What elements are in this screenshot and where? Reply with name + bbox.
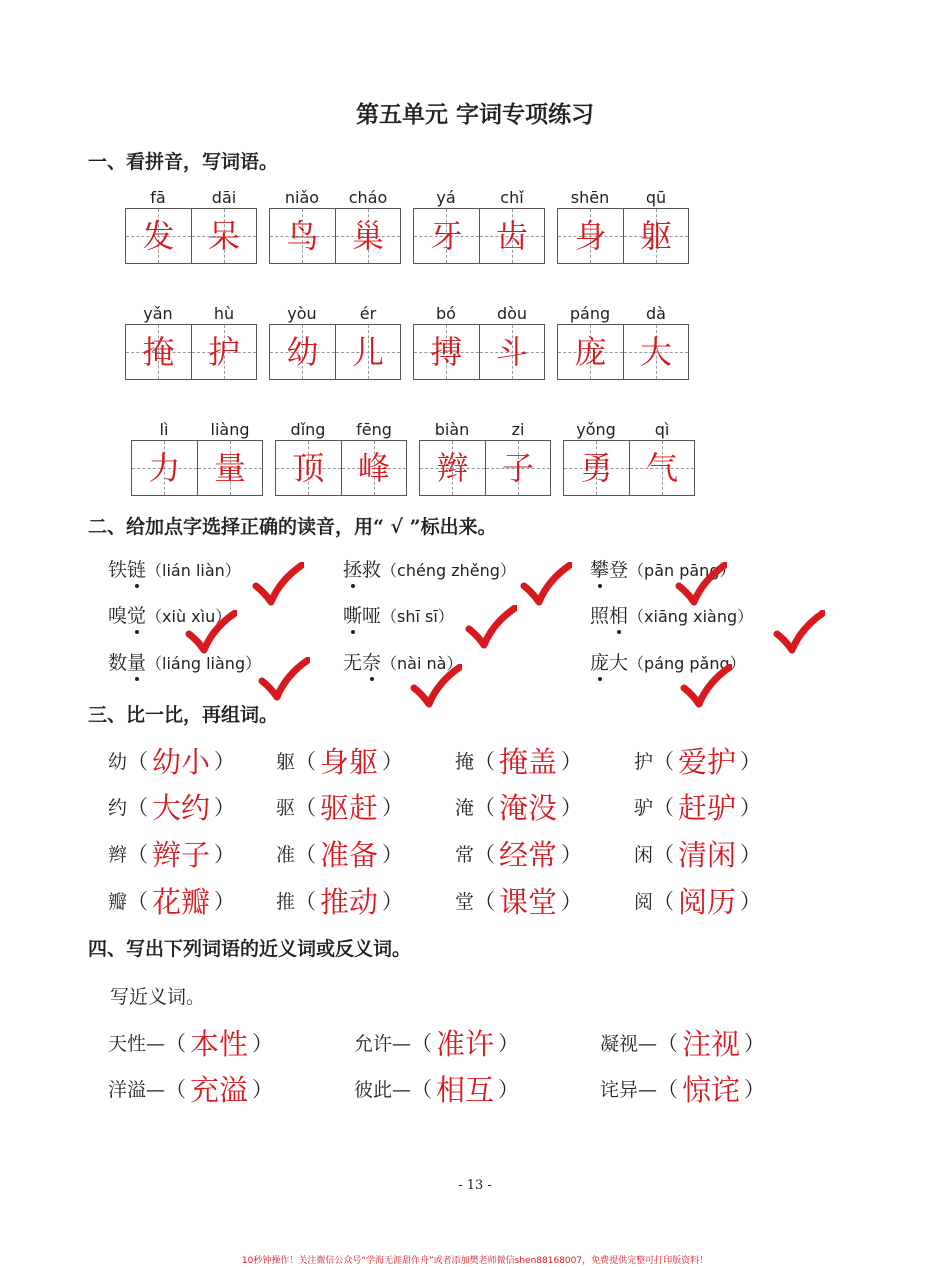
- base-char: 掩: [455, 751, 475, 773]
- answer-word: 课堂: [499, 885, 558, 919]
- pinyin-options: （xiù xìu）: [146, 607, 232, 626]
- word-char: 哑: [362, 605, 382, 627]
- tianzige-cell: [420, 441, 485, 495]
- tianzige-box: [413, 208, 545, 264]
- paren-close: ）: [740, 842, 762, 867]
- word-group-item: [276, 880, 403, 921]
- tianzige-box: [557, 208, 689, 264]
- word-char: 嘶: [343, 605, 362, 627]
- word-group-item: [108, 880, 235, 921]
- word-char: 嗅: [108, 605, 128, 627]
- emphasis-dot: [135, 584, 139, 588]
- paren-close: ）: [740, 889, 762, 914]
- base-char: 驱: [276, 797, 296, 819]
- tianzige-box: [125, 208, 257, 264]
- tianzige-cell: [335, 209, 401, 263]
- paren-close: ）: [214, 749, 236, 774]
- answer-char: 牙: [430, 217, 463, 255]
- answer-char: 齿: [495, 217, 528, 255]
- paren-open: （: [474, 795, 496, 820]
- paren-open: （: [295, 749, 317, 774]
- word-group-item: [634, 880, 761, 921]
- paren-close: ）: [498, 1031, 520, 1056]
- paren-close: ）: [382, 749, 404, 774]
- tianzige-box: [125, 324, 257, 380]
- answer-word: 准许: [436, 1027, 495, 1061]
- tianzige-cell: [479, 325, 545, 379]
- source-word: 允许—: [354, 1033, 412, 1055]
- pinyin-label: páng: [569, 304, 611, 323]
- word-char: 拯: [343, 559, 362, 581]
- word-char: 量: [127, 652, 146, 674]
- synonym-item: [354, 1068, 519, 1109]
- tianzige-cell: [191, 209, 257, 263]
- answer-char: 搏: [430, 333, 463, 371]
- section2-heading: 二、给加点字选择正确的读音，用“ √ ”标出来。: [88, 516, 497, 538]
- paren-open: （: [657, 1031, 679, 1056]
- answer-word: 爱护: [678, 745, 737, 779]
- word-char: 数: [108, 652, 128, 674]
- paren-close: ）: [561, 749, 583, 774]
- answer-word: 驱赶: [320, 791, 379, 825]
- answer-char: 力: [148, 449, 181, 487]
- word-group-item: [634, 786, 761, 827]
- tianzige-cell: [126, 209, 191, 263]
- emphasis-dot: [135, 630, 139, 634]
- answer-word: 注视: [682, 1027, 741, 1061]
- answer-char: 庞: [574, 333, 607, 371]
- pinyin-label: yǒng: [576, 420, 616, 439]
- tianzige-cell: [414, 209, 479, 263]
- answer-word: 相互: [436, 1073, 495, 1107]
- pinyin-label: yǎn: [143, 304, 173, 323]
- pinyin-label: liàng: [210, 420, 250, 439]
- answer-char: 勇: [580, 449, 613, 487]
- base-char: 辫: [108, 844, 128, 866]
- answer-word: 掩盖: [499, 745, 558, 779]
- tianzige-cell: [335, 325, 401, 379]
- paren-open: （: [653, 749, 675, 774]
- tianzige-cell: [197, 441, 263, 495]
- pinyin-label: biàn: [434, 420, 470, 439]
- paren-open: （: [411, 1031, 433, 1056]
- emphasis-dot: [370, 677, 374, 681]
- tianzige-cell: [629, 441, 695, 495]
- tianzige-cell: [276, 441, 341, 495]
- paren-open: （: [127, 795, 149, 820]
- tianzige-cell: [414, 325, 479, 379]
- pinyin-label: cháo: [348, 188, 388, 207]
- paren-close: ）: [382, 795, 404, 820]
- tianzige-box: [269, 208, 401, 264]
- answer-char: 护: [207, 333, 240, 371]
- base-char: 闲: [634, 844, 654, 866]
- word-group-item: [276, 740, 403, 781]
- answer-word: 大约: [152, 791, 211, 825]
- source-word: 天性—: [108, 1033, 166, 1055]
- paren-open: （: [474, 842, 496, 867]
- word-group-item: [455, 833, 582, 874]
- tianzige-box: [269, 324, 401, 380]
- paren-close: ）: [252, 1077, 274, 1102]
- answer-char: 峰: [357, 449, 390, 487]
- synonym-subheading: 写近义词。: [110, 986, 206, 1008]
- paren-open: （: [165, 1077, 187, 1102]
- answer-char: 掩: [142, 333, 175, 371]
- paren-open: （: [127, 889, 149, 914]
- section4-heading: 四、写出下列词语的近义词或反义词。: [88, 938, 412, 960]
- emphasis-dot: [135, 677, 139, 681]
- pronunciation-item: [590, 601, 753, 628]
- word-char: 奈: [362, 652, 381, 674]
- synonym-item: [600, 1022, 765, 1063]
- tianzige-cell: [126, 325, 191, 379]
- checkmark-icon: [465, 605, 517, 649]
- pinyin-label: dǐng: [290, 420, 326, 439]
- source-word: 彼此—: [354, 1079, 412, 1101]
- answer-char: 鸟: [286, 217, 319, 255]
- paren-close: ）: [740, 795, 762, 820]
- paren-close: ）: [740, 749, 762, 774]
- answer-char: 量: [213, 449, 246, 487]
- paren-close: ）: [252, 1031, 274, 1056]
- paren-open: （: [474, 749, 496, 774]
- pinyin-label: lì: [159, 420, 169, 439]
- base-char: 护: [634, 751, 654, 773]
- answer-word: 本性: [190, 1027, 249, 1061]
- paren-close: ）: [382, 842, 404, 867]
- base-char: 推: [276, 891, 296, 913]
- checkmark-icon: [252, 562, 304, 606]
- paren-open: （: [653, 842, 675, 867]
- answer-word: 辫子: [152, 838, 211, 872]
- pinyin-label: bó: [436, 304, 456, 323]
- tianzige-box: [275, 440, 407, 496]
- paren-close: ）: [561, 842, 583, 867]
- word-group-item: [455, 786, 582, 827]
- answer-word: 清闲: [678, 838, 737, 872]
- answer-word: 惊诧: [682, 1073, 741, 1107]
- word-char: 救: [362, 559, 382, 581]
- word-group-item: [108, 833, 235, 874]
- answer-word: 幼小: [152, 745, 211, 779]
- tianzige-cell: [623, 325, 689, 379]
- word-char: 无: [343, 652, 363, 674]
- tianzige-cell: [564, 441, 629, 495]
- tianzige-cell: [558, 325, 623, 379]
- pinyin-options: （chéng zhěng）: [381, 561, 516, 580]
- page-title: 第五单元 字词专项练习: [355, 101, 594, 128]
- paren-close: ）: [214, 889, 236, 914]
- tianzige-box: [557, 324, 689, 380]
- pinyin-label: fā: [150, 188, 166, 207]
- source-word: 洋溢—: [108, 1079, 166, 1101]
- answer-word: 推动: [320, 885, 379, 919]
- tianzige-box: [131, 440, 263, 496]
- answer-char: 顶: [292, 449, 325, 487]
- base-char: 幼: [108, 751, 128, 773]
- word-char: 照: [590, 605, 610, 627]
- paren-open: （: [127, 842, 149, 867]
- pronunciation-item: [343, 555, 516, 582]
- pinyin-label: dòu: [496, 304, 528, 323]
- checkmark-icon: [675, 562, 727, 606]
- word-char: 登: [609, 559, 629, 581]
- pinyin-label: dāi: [211, 188, 237, 207]
- word-char: 铁: [108, 559, 128, 581]
- answer-char: 巢: [351, 217, 384, 255]
- paren-open: （: [295, 842, 317, 867]
- answer-word: 花瓣: [152, 885, 211, 919]
- paren-open: （: [657, 1077, 679, 1102]
- word-group-item: [276, 833, 403, 874]
- answer-char: 躯: [639, 217, 672, 255]
- word-group-item: [108, 786, 235, 827]
- pinyin-label: zi: [511, 420, 525, 439]
- word-char: 觉: [127, 605, 146, 627]
- paren-open: （: [295, 795, 317, 820]
- tianzige-cell: [132, 441, 197, 495]
- emphasis-dot: [351, 584, 355, 588]
- answer-char: 斗: [495, 333, 528, 371]
- emphasis-dot: [598, 584, 602, 588]
- pinyin-options: （páng pǎng）: [628, 654, 746, 673]
- pinyin-options: （nài nà）: [381, 654, 463, 673]
- pinyin-label: dà: [646, 304, 666, 323]
- synonym-item: [108, 1022, 273, 1063]
- tianzige-cell: [341, 441, 407, 495]
- pronunciation-item: [108, 555, 241, 582]
- footer-notice: 10秒钟操作！关注微信公众号“学海无涯甜作舟”或者添加樊老师微信shen88168007，免费提供完整可打印版资料！: [241, 1256, 709, 1266]
- synonym-item: [354, 1022, 519, 1063]
- word-group-item: [634, 740, 761, 781]
- base-char: 躯: [276, 751, 296, 773]
- paren-close: ）: [561, 795, 583, 820]
- pronunciation-item: [343, 601, 454, 628]
- answer-word: 身躯: [320, 745, 379, 779]
- paren-open: （: [653, 795, 675, 820]
- tianzige-cell: [485, 441, 551, 495]
- paren-close: ）: [214, 842, 236, 867]
- paren-open: （: [474, 889, 496, 914]
- word-char: 攀: [590, 559, 609, 581]
- paren-open: （: [295, 889, 317, 914]
- base-char: 准: [276, 844, 296, 866]
- paren-close: ）: [498, 1077, 520, 1102]
- paren-close: ）: [744, 1077, 766, 1102]
- word-group-item: [455, 880, 582, 921]
- tianzige-cell: [558, 209, 623, 263]
- word-group-item: [276, 786, 403, 827]
- pinyin-options: （pān pāng）: [628, 561, 736, 580]
- checkmark-icon: [680, 664, 732, 708]
- section1-heading: 一、看拼音，写词语。: [88, 151, 279, 173]
- answer-char: 子: [501, 449, 534, 487]
- synonym-item: [600, 1068, 765, 1109]
- emphasis-dot: [617, 630, 621, 634]
- answer-char: 幼: [286, 333, 319, 371]
- tianzige-box: [563, 440, 695, 496]
- pinyin-options: （lián liàn）: [146, 561, 241, 580]
- tianzige-box: [413, 324, 545, 380]
- paren-close: ）: [214, 795, 236, 820]
- word-char: 链: [127, 559, 146, 581]
- checkmark-icon: [773, 610, 825, 654]
- paren-open: （: [165, 1031, 187, 1056]
- section3-heading: 三、比一比，再组词。: [88, 704, 279, 726]
- base-char: 常: [455, 844, 475, 866]
- pronunciation-item: [108, 648, 261, 675]
- tianzige-cell: [479, 209, 545, 263]
- answer-word: 经常: [499, 838, 558, 872]
- emphasis-dot: [351, 630, 355, 634]
- paren-close: ）: [382, 889, 404, 914]
- pinyin-label: qū: [645, 188, 667, 207]
- word-char: 大: [609, 652, 629, 674]
- pinyin-label: chǐ: [500, 188, 524, 207]
- pinyin-label: shēn: [570, 188, 610, 207]
- pinyin-options: （shī sī）: [381, 607, 454, 626]
- pinyin-label: yòu: [287, 304, 317, 323]
- paren-open: （: [653, 889, 675, 914]
- pinyin-label: yá: [436, 188, 456, 207]
- tianzige-cell: [270, 325, 335, 379]
- tianzige-cell: [191, 325, 257, 379]
- source-word: 凝视—: [600, 1033, 658, 1055]
- answer-char: 呆: [207, 217, 240, 255]
- pinyin-options: （xiāng xiàng）: [628, 607, 754, 626]
- answer-char: 气: [645, 449, 678, 487]
- checkmark-icon: [258, 657, 310, 701]
- base-char: 约: [108, 797, 128, 819]
- word-group-item: [108, 740, 235, 781]
- pinyin-label: niǎo: [284, 188, 320, 207]
- answer-char: 儿: [351, 333, 384, 371]
- paren-close: ）: [744, 1031, 766, 1056]
- answer-word: 准备: [320, 838, 379, 872]
- answer-word: 赶驴: [678, 791, 737, 825]
- source-word: 诧异—: [600, 1079, 658, 1101]
- answer-char: 辫: [436, 449, 469, 487]
- answer-word: 充溢: [190, 1073, 249, 1107]
- pinyin-label: hù: [213, 304, 235, 323]
- page-number: - 13 -: [458, 1178, 492, 1193]
- word-char: 庞: [590, 652, 609, 674]
- base-char: 淹: [455, 797, 475, 819]
- answer-word: 阅历: [678, 885, 737, 919]
- tianzige-box: [419, 440, 551, 496]
- synonym-item: [108, 1068, 273, 1109]
- tianzige-cell: [270, 209, 335, 263]
- paren-open: （: [127, 749, 149, 774]
- paren-open: （: [411, 1077, 433, 1102]
- answer-word: 淹没: [499, 791, 558, 825]
- answer-char: 大: [639, 333, 672, 371]
- pinyin-label: ér: [359, 304, 377, 323]
- pinyin-options: （liáng liàng）: [146, 654, 262, 673]
- answer-char: 身: [574, 217, 607, 255]
- word-group-item: [634, 833, 761, 874]
- paren-close: ）: [561, 889, 583, 914]
- base-char: 瓣: [108, 891, 128, 913]
- checkmark-icon: [410, 664, 462, 708]
- pinyin-label: qì: [654, 420, 670, 439]
- word-char: 相: [609, 605, 628, 627]
- base-char: 堂: [455, 891, 475, 913]
- checkmark-icon: [520, 562, 572, 606]
- answer-char: 发: [142, 217, 175, 255]
- pinyin-label: fēng: [356, 420, 392, 439]
- word-group-item: [455, 740, 582, 781]
- emphasis-dot: [598, 677, 602, 681]
- tianzige-cell: [623, 209, 689, 263]
- base-char: 阅: [634, 891, 654, 913]
- base-char: 驴: [634, 797, 654, 819]
